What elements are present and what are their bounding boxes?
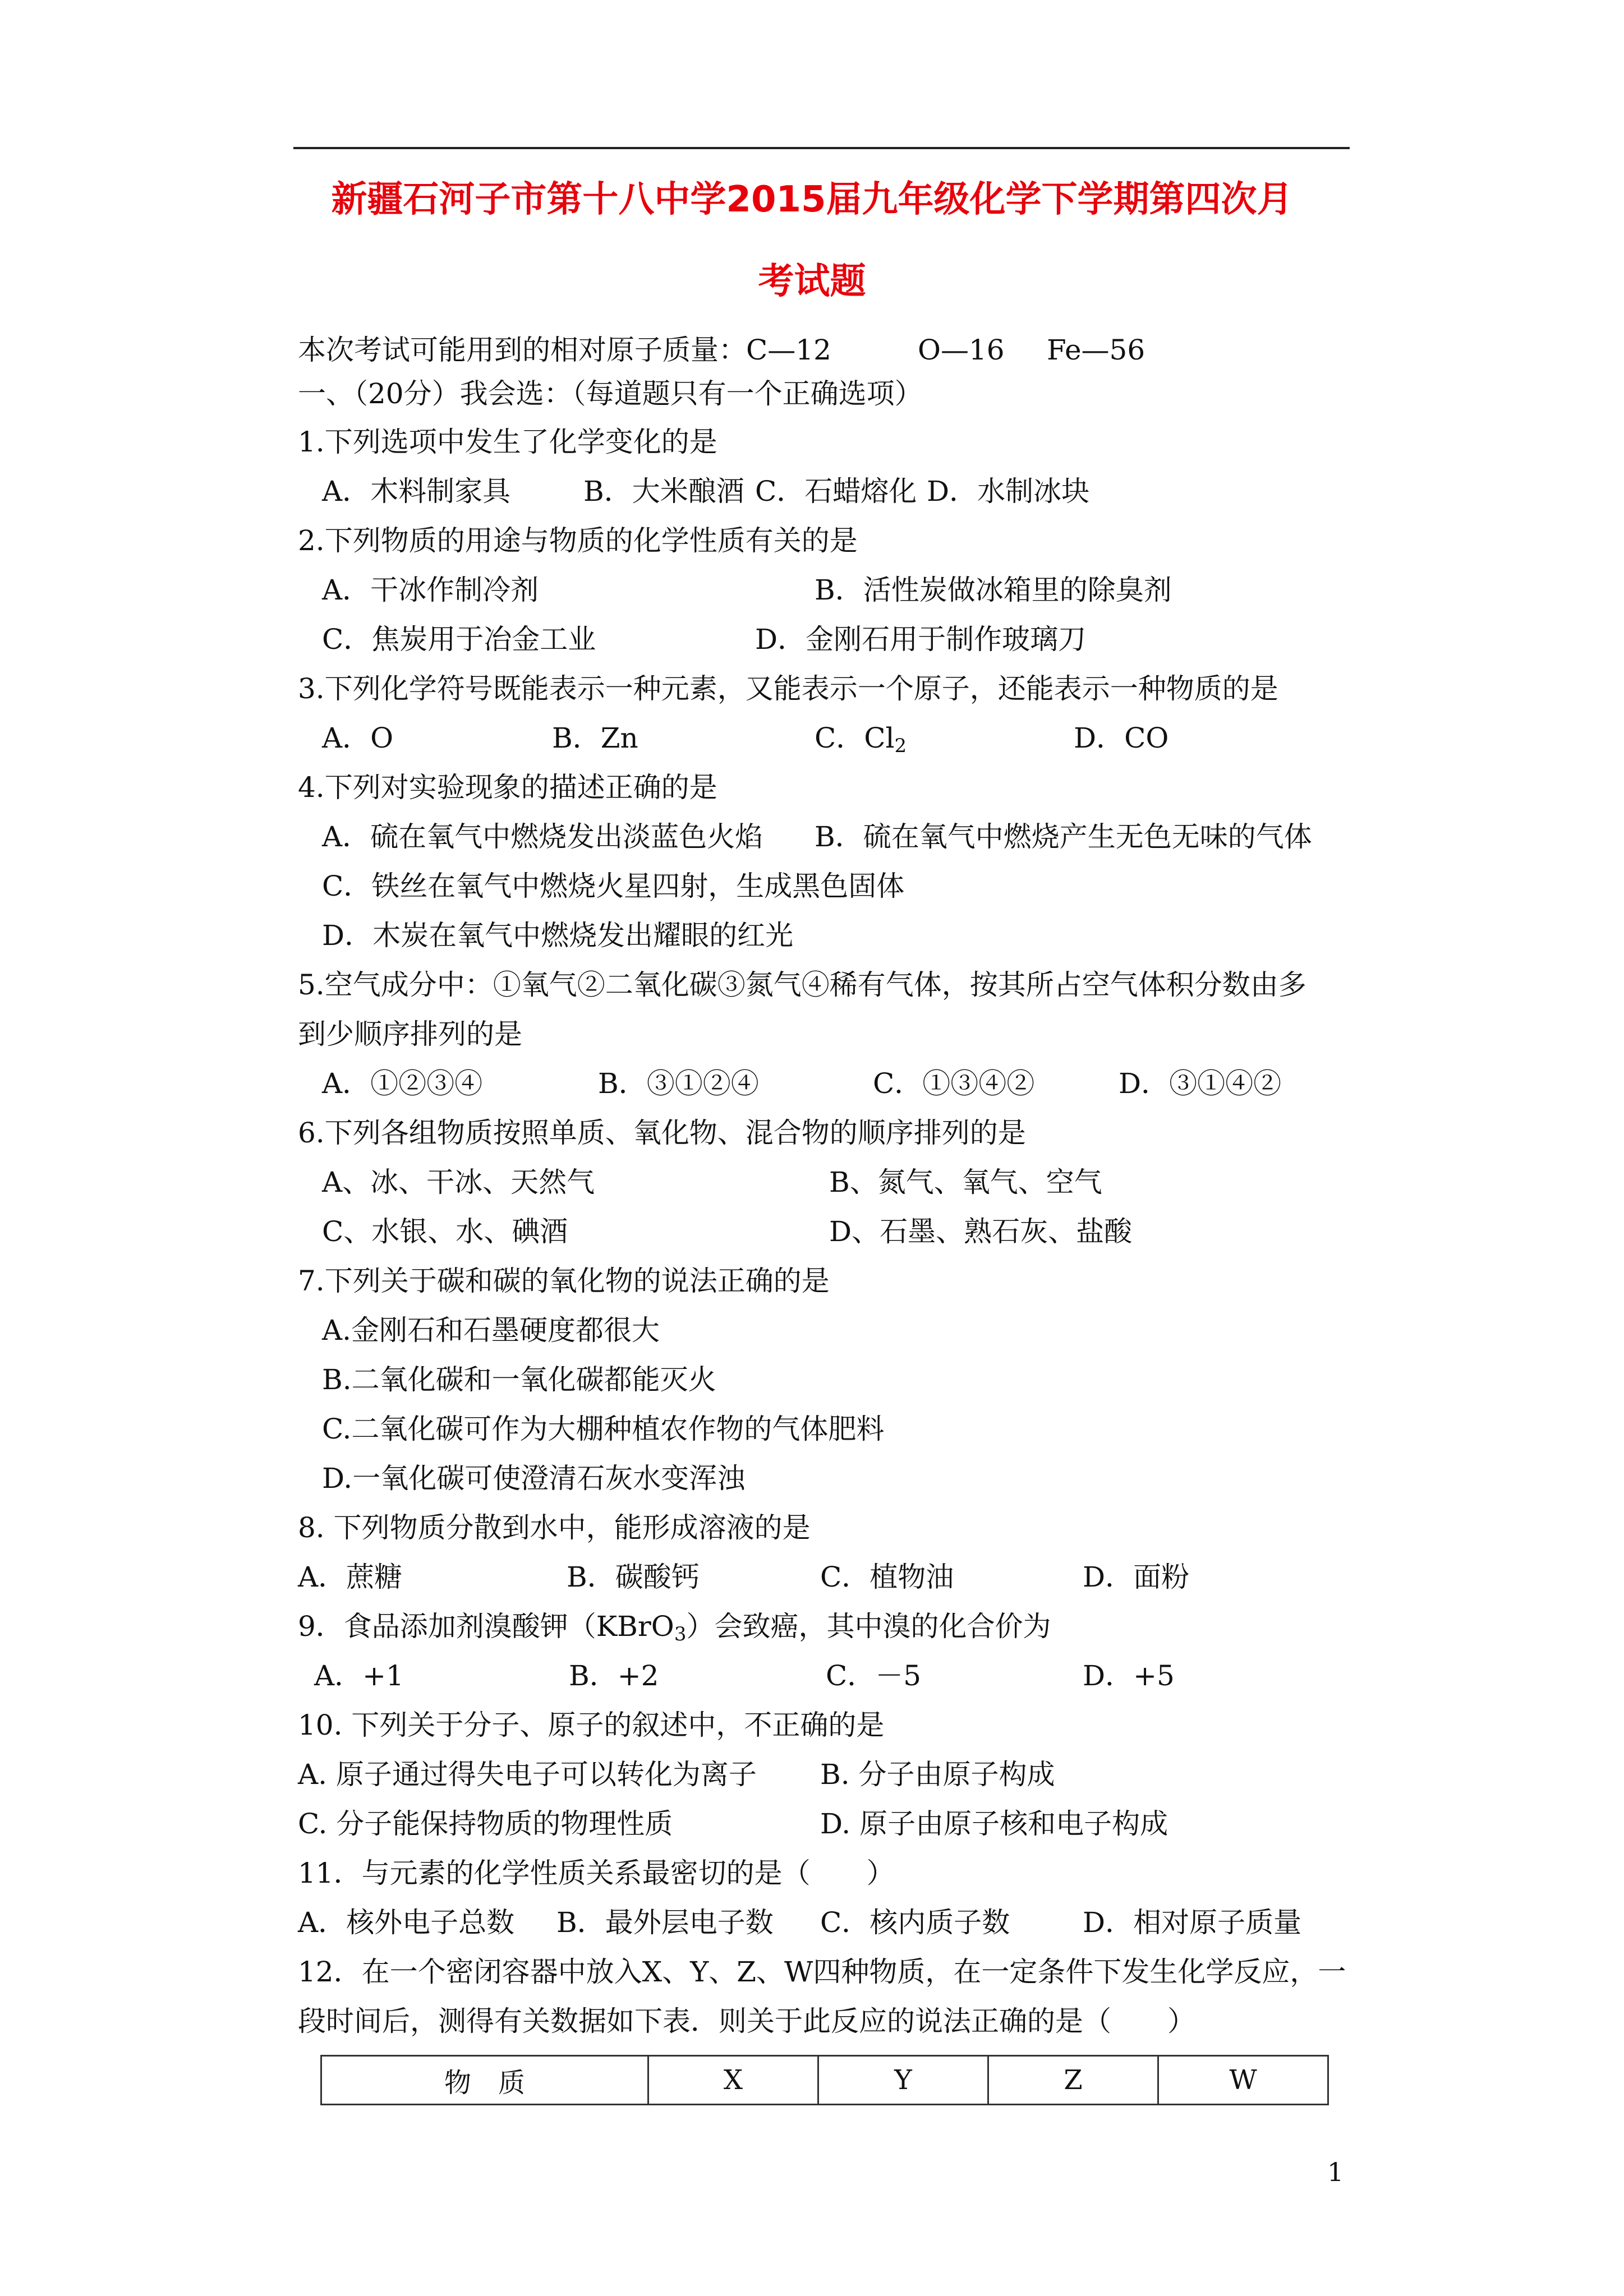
question-2-option-a: A．干冰作制冷剂 bbox=[322, 574, 539, 606]
question-8-option-b: B．碳酸钙 bbox=[567, 1561, 700, 1593]
question-6-option-c: C、水银、水、碘酒 bbox=[322, 1215, 568, 1248]
question-3-option-c-text: C．Cl bbox=[815, 722, 895, 754]
question-9-stem-pre: 9．食品添加剂溴酸钾（KBrO bbox=[298, 1610, 674, 1643]
question-9-option-a: A．+1 bbox=[314, 1659, 404, 1692]
atomic-mass-o: O—16 bbox=[918, 334, 1005, 366]
question-5-stem-line-1: 5.空气成分中：①氧气②二氧化碳③氮气④稀有气体，按其所占空气体积分数由多 bbox=[298, 969, 1306, 1001]
question-10-option-c: C. 分子能保持物质的物理性质 bbox=[298, 1808, 673, 1840]
question-7-option-c: C.二氧化碳可作为大棚种植农作物的气体肥料 bbox=[322, 1413, 885, 1445]
question-7-option-d: D.一氧化碳可使澄清石灰水变浑浊 bbox=[322, 1462, 746, 1495]
question-6-stem: 6.下列各组物质按照单质、氧化物、混合物的顺序排列的是 bbox=[298, 1117, 1026, 1149]
question-10-option-a: A. 原子通过得失电子可以转化为离子 bbox=[298, 1758, 757, 1791]
question-5-option-d: D．③①④② bbox=[1119, 1067, 1282, 1100]
question-3-option-b: B．Zn bbox=[552, 722, 638, 754]
question-9-option-c: C．－5 bbox=[826, 1659, 922, 1692]
question-3-option-c bbox=[815, 720, 907, 764]
question-8-option-d: D．面粉 bbox=[1083, 1561, 1190, 1593]
question-8-option-c: C．植物油 bbox=[820, 1561, 954, 1593]
question-7-option-b: B.二氧化碳和一氧化碳都能灭火 bbox=[322, 1363, 716, 1396]
question-9-option-b: B．+2 bbox=[569, 1659, 659, 1692]
question-12-stem-line-1: 12．在一个密闭容器中放入X、Y、Z、W四种物质，在一定条件下发生化学反应，一 bbox=[298, 1956, 1346, 1988]
question-6-option-d: D、石墨、熟石灰、盐酸 bbox=[829, 1215, 1133, 1248]
question-2-option-d: D．金刚石用于制作玻璃刀 bbox=[755, 623, 1087, 656]
table-header-z: Z bbox=[988, 2056, 1158, 2105]
top-rule bbox=[293, 147, 1350, 149]
table-header-row bbox=[321, 2056, 1328, 2105]
question-2-stem: 2.下列物质的用途与物质的化学性质有关的是 bbox=[298, 524, 858, 557]
question-7-option-a: A.金刚石和石墨硬度都很大 bbox=[322, 1314, 660, 1347]
question-7-stem: 7.下列关于碳和碳的氧化物的说法正确的是 bbox=[298, 1265, 830, 1297]
question-9-stem-subscript: 3 bbox=[674, 1623, 687, 1645]
question-6-option-b: B、氮气、氧气、空气 bbox=[829, 1166, 1102, 1198]
question-2-option-c: C．焦炭用于冶金工业 bbox=[322, 623, 596, 656]
question-11-stem: 11．与元素的化学性质关系最密切的是（ ） bbox=[298, 1857, 895, 1889]
atomic-mass-fe: Fe—56 bbox=[1047, 334, 1145, 366]
question-4-option-a: A．硫在氧气中燃烧发出淡蓝色火焰 bbox=[322, 820, 763, 853]
page-title-line-1: 新疆石河子市第十八中学2015届九年级化学下学期第四次月 bbox=[331, 179, 1293, 220]
table-header-substance: 物 质 bbox=[321, 2056, 648, 2105]
question-5-option-a: A．①②③④ bbox=[322, 1067, 483, 1100]
question-12-stem-line-2: 段时间后，测得有关数据如下表．则关于此反应的说法正确的是（ ） bbox=[298, 2005, 1195, 2037]
question-3-option-c-subscript: 2 bbox=[894, 735, 907, 757]
question-1-option-d: D．水制冰块 bbox=[927, 475, 1090, 508]
question-3-stem: 3.下列化学符号既能表示一种元素，又能表示一个原子，还能表示一种物质的是 bbox=[298, 672, 1278, 705]
section-1-heading: 一、（20分）我会选：（每道题只有一个正确选项） bbox=[298, 377, 923, 410]
page-title-line-2: 考试题 bbox=[758, 261, 866, 302]
question-9-stem bbox=[298, 1608, 1051, 1652]
question-2-option-b: B．活性炭做冰箱里的除臭剂 bbox=[815, 574, 1172, 606]
question-8-option-a: A．蔗糖 bbox=[298, 1561, 403, 1593]
question-3-option-d: D．CO bbox=[1074, 722, 1169, 754]
table-header-x: X bbox=[648, 2056, 818, 2105]
page-number: 1 bbox=[1327, 2157, 1344, 2187]
question-5-stem-line-2: 到少顺序排列的是 bbox=[298, 1018, 522, 1050]
table-header-y: Y bbox=[818, 2056, 988, 2105]
question-5-option-b: B．③①②④ bbox=[598, 1067, 759, 1100]
question-11-option-b: B．最外层电子数 bbox=[556, 1906, 774, 1939]
table-header-w: W bbox=[1158, 2056, 1328, 2105]
question-4-option-b: B．硫在氧气中燃烧产生无色无味的气体 bbox=[815, 820, 1312, 853]
data-table bbox=[320, 2055, 1329, 2105]
question-11-option-c: C．核内质子数 bbox=[820, 1906, 1010, 1939]
question-4-stem: 4.下列对实验现象的描述正确的是 bbox=[298, 771, 717, 804]
question-8-stem: 8. 下列物质分散到水中，能形成溶液的是 bbox=[298, 1511, 811, 1544]
question-10-option-b: B. 分子由原子构成 bbox=[820, 1758, 1055, 1791]
question-10-option-d: D. 原子由原子核和电子构成 bbox=[820, 1808, 1168, 1840]
question-1-option-c: C．石蜡熔化 bbox=[755, 475, 917, 508]
question-9-stem-post: ）会致癌，其中溴的化合价为 bbox=[686, 1610, 1051, 1643]
question-1-option-b: B．大米酿酒 bbox=[583, 475, 744, 508]
atomic-mass-c: C—12 bbox=[746, 334, 831, 366]
question-6-option-a: A、冰、干冰、天然气 bbox=[322, 1166, 595, 1198]
question-1-stem: 1.下列选项中发生了化学变化的是 bbox=[298, 426, 717, 458]
atomic-mass-label: 本次考试可能用到的相对原子质量： bbox=[298, 334, 747, 366]
question-9-option-d: D．+5 bbox=[1083, 1659, 1175, 1692]
question-5-option-c: C．①③④② bbox=[873, 1067, 1035, 1100]
question-3-option-a: A．O bbox=[322, 722, 394, 754]
question-4-option-c: C．铁丝在氧气中燃烧火星四射，生成黑色固体 bbox=[322, 870, 905, 902]
question-10-stem: 10. 下列关于分子、原子的叙述中，不正确的是 bbox=[298, 1709, 885, 1741]
question-4-option-d: D．木炭在氧气中燃烧发出耀眼的红光 bbox=[322, 919, 794, 952]
question-11-option-a: A．核外电子总数 bbox=[298, 1906, 515, 1939]
question-1-option-a: A．木料制家具 bbox=[322, 475, 511, 508]
question-11-option-d: D．相对原子质量 bbox=[1083, 1906, 1302, 1939]
